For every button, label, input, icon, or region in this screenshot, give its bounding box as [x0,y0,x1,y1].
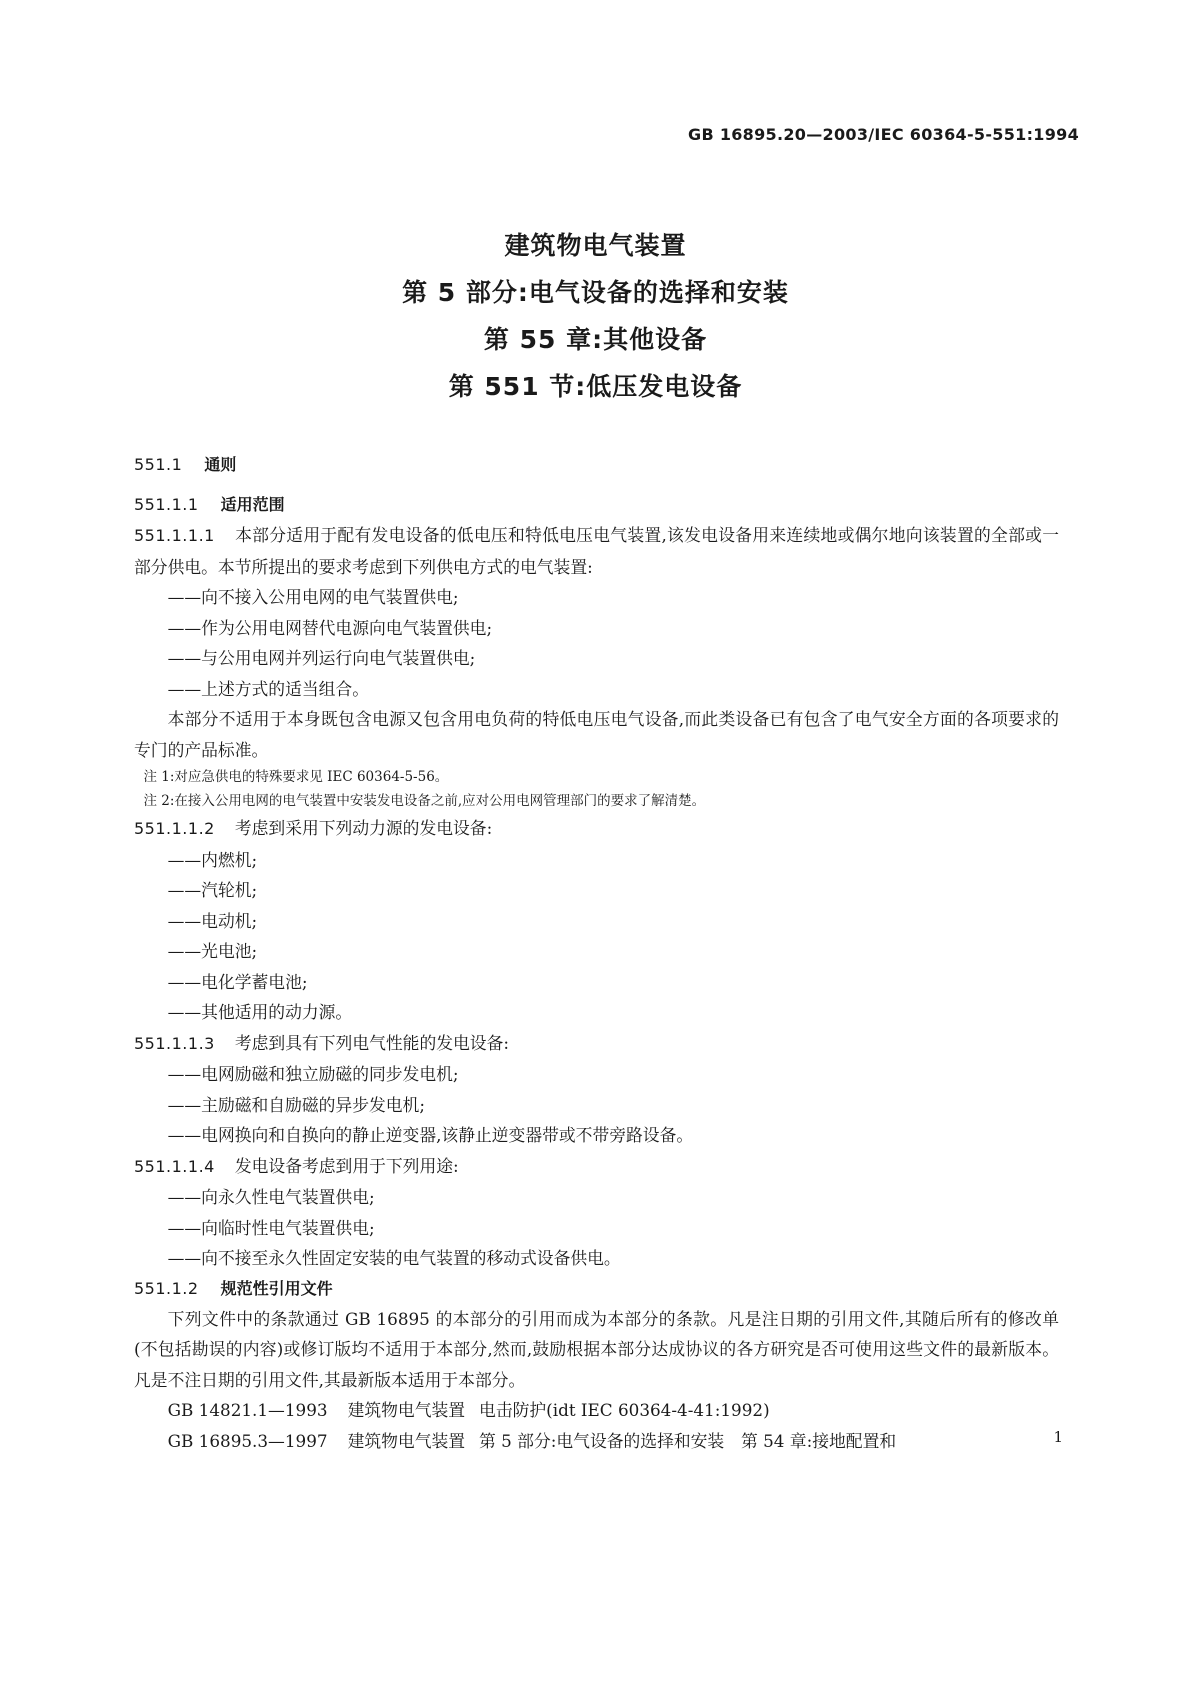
list-item: ——向临时性电气装置供电; [167,1217,375,1238]
reference-detail: 电击防护(idt IEC 60364-4-41:1992) [479,1400,770,1420]
reference-detail: 第 5 部分:电气设备的选择和安装 第 54 章:接地配置和 [479,1430,897,1451]
paragraph-text: 考虑到采用下列动力源的发电设备: [234,818,493,838]
list-item: ——其他适用的动力源。 [167,1002,353,1022]
note-2: 注 2:在接入公用电网的电气装置中安装发电设备之前,应对公用电网管理部门的要求了解清楚。 [143,793,706,809]
list-item: ——汽轮机; [167,880,258,900]
document-body [134,450,1059,1456]
list-item: ——向不接至永久性固定安装的电气装置的移动式设备供电。 [167,1248,621,1268]
list-item: ——电动机; [167,910,258,931]
list-item: ——光电池; [167,941,258,961]
paragraph-551-1-1-1 [134,520,1059,582]
clause-heading-551-1-1 [134,490,1059,520]
reference-code: GB 16895.3—1997 [167,1430,328,1451]
clause-number: 551.1.1.3 [134,1033,215,1053]
document-title [0,222,1191,410]
list-item: ——电网换向和自换向的静止逆变器,该静止逆变器带或不带旁路设备。 [167,1125,694,1145]
clause-title: 通则 [204,455,237,474]
list-item: ——内燃机; [167,849,258,870]
title-line-1: 建筑物电气装置 [504,231,687,260]
reference-item [134,1426,1059,1457]
reference-code: GB 14821.1—1993 [167,1400,328,1420]
clause-number: 551.1.1 [134,495,199,514]
exclusion-paragraph: 本部分不适用于本身既包含电源又包含用电负荷的特低电压电气设备,而此类设备已有包含了电气安全方面的各项要求的专门的产品标准。 [134,709,1059,760]
list-item: ——上述方式的适当组合。 [167,678,369,699]
clause-title: 适用范围 [220,495,285,514]
list-item: ——向不接入公用电网的电气装置供电; [167,587,459,607]
clause-number: 551.1.1.4 [134,1156,215,1176]
clause-number: 551.1.1.2 [134,819,215,838]
paragraph-text: 本部分适用于配有发电设备的低电压和特低电压电气装置,该发电设备用来连续地或偶尔地向该装置的全部或一部分供电。本节所提出的要求考虑到下列供电方式的电气装置: [134,525,1059,577]
list-item: ——电网励磁和独立励磁的同步发电机; [167,1064,459,1084]
clause-title: 规范性引用文件 [220,1278,333,1298]
reference-title: 建筑物电气装置 [347,1400,466,1420]
paragraph-text: 发电设备考虑到用于下列用途: [234,1155,459,1176]
list-item: ——主励磁和自励磁的异步发电机; [167,1094,425,1115]
list-item: ——电化学蓄电池; [167,971,308,992]
reference-item [134,1395,1059,1426]
paragraph-551-1-1-4 [134,1151,1059,1183]
title-line-2: 第 5 部分:电气设备的选择和安装 [402,278,789,307]
paragraph-551-1-1-2 [134,813,1059,845]
clause-number: 551.1 [134,455,183,474]
clause-heading-551-1-2 [134,1274,1059,1304]
reference-title: 建筑物电气装置 [347,1430,466,1451]
note-1: 注 1:对应急供电的特殊要求见 IEC 60364-5-56。 [143,769,449,785]
list-item: ——与公用电网并列运行向电气装置供电; [167,648,476,668]
list-item: ——向永久性电气装置供电; [167,1187,375,1207]
clause-number: 551.1.1.1 [134,526,215,545]
paragraph-551-1-1-3 [134,1028,1059,1060]
clause-number: 551.1.2 [134,1278,199,1298]
paragraph-text: 考虑到具有下列电气性能的发电设备: [234,1032,509,1053]
title-line-3: 第 55 章:其他设备 [483,325,708,354]
page-number: 1 [1053,1428,1063,1446]
standard-code: GB 16895.20—2003/IEC 60364-5-551:1994 [688,125,1079,144]
normative-references-intro: 下列文件中的条款通过 GB 16895 的本部分的引用而成为本部分的条款。凡是注日期的引用文件,其随后所有的修改单(不包括勘误的内容)或修订版均不适用于本部分,然而,鼓励根据本部分达成协议的各方研究是否可使用这些文件的最新版本。凡是不注日期的引用文件,其最新版本适用于本部分。 [134,1308,1059,1390]
list-item: ——作为公用电网替代电源向电气装置供电; [167,617,493,638]
title-line-4: 第 551 节:低压发电设备 [448,372,743,401]
clause-heading-551-1 [134,450,1059,480]
